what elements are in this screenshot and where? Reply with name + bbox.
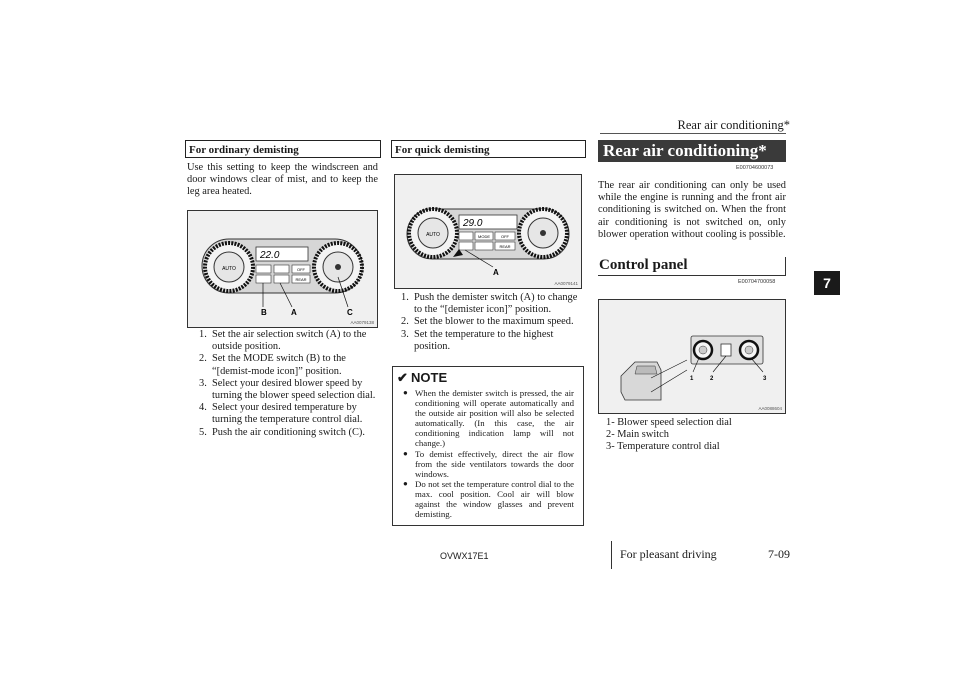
auto-button-label: AUTO: [426, 232, 440, 238]
ordinary-demisting-intro: Use this setting to keep the windscreen and door windows clear of mist, and to keep the leg area heated.: [187, 162, 378, 198]
list-item: 3- Temperature control dial: [606, 441, 720, 453]
running-header-title: Rear air conditioning*: [677, 118, 790, 132]
header-rule: [600, 133, 786, 134]
list-item: 4. Select your desired temperature by turning the temperature control dial.: [199, 402, 363, 426]
list-item: 3. Select your desired blower speed by turning the blower speed selection dial.: [199, 377, 376, 402]
figure-label-1: 1: [690, 376, 694, 382]
rear-button-label: REAR: [499, 244, 511, 249]
display-temperature: 22.0: [260, 250, 280, 261]
rear-button-label: REAR: [295, 277, 307, 282]
bullet-icon: ●: [403, 388, 408, 397]
list-item: 3. Set the temperature to the highest position.: [401, 328, 554, 352]
section-code: E00704600073: [736, 165, 774, 171]
footer-section-title: For pleasant driving: [620, 547, 717, 561]
ordinary-demisting-steps: [196, 329, 382, 439]
list-item: 1. Set the air selection switch (A) to the outside position.: [199, 329, 367, 353]
figure-code: AA0088604: [758, 406, 782, 411]
rear-ac-banner: Rear air conditioning*: [598, 140, 786, 162]
list-item: 2. Set the MODE switch (B) to the “[demist-mode icon]” position.: [199, 353, 346, 377]
ordinary-demisting-figure: [187, 210, 378, 328]
figure-code: AA0079138: [350, 320, 374, 325]
note-item: ● When the demister switch is pressed, the air conditioning will operate automatically and the outside air position will also be selected automatically. (In this case, the air conditioning indication lamp will not change.): [403, 388, 574, 449]
note-item: ● To demist effectively, direct the air flow from the side ventilators towards the door windows.: [403, 448, 574, 479]
footer-divider: [611, 541, 612, 569]
control-panel-legend: [606, 417, 784, 454]
subhead-rule: [598, 275, 786, 276]
note-box: [392, 366, 584, 526]
document-code: OVWX17E1: [440, 551, 489, 561]
note-header: ✔ NOTE: [397, 370, 448, 385]
bullet-icon: ●: [403, 448, 408, 458]
list-item: 5. Push the air conditioning switch (C).: [199, 426, 365, 438]
figure-label-a: A: [493, 268, 499, 277]
note-item: ● Do not set the temperature control dial to the max. cool position. Cool air will blow against the window glasses and prevent demisting.: [403, 478, 574, 520]
quick-demisting-figure: [394, 174, 582, 289]
bullet-icon: ●: [403, 478, 408, 488]
list-item: 1- Blower speed selection dial: [606, 417, 732, 428]
figure-label-2: 2: [710, 376, 714, 382]
ordinary-demisting-heading: For ordinary demisting: [185, 140, 381, 158]
quick-demisting-steps: [398, 292, 584, 353]
auto-button-label: AUTO: [222, 266, 236, 272]
rear-ac-intro: The rear air conditioning can only be used while the engine is running and the front air conditioning is switched on. When the front air conditioning is not switched on, only blower operation without cooling is possible.: [598, 180, 786, 240]
list-item: 2. Set the blower to the maximum speed.: [401, 316, 574, 328]
control-panel-figure: [598, 299, 786, 414]
display-temperature: 29.0: [463, 218, 483, 229]
list-item: 1. Push the demister switch (A) to change to the “[demister icon]” position.: [401, 292, 578, 316]
figure-label-a: A: [291, 308, 297, 317]
subsection-code: E00704700058: [738, 279, 776, 285]
off-button-label: OFF: [297, 267, 305, 272]
mode-button-label: MODE: [478, 234, 490, 239]
list-item: 2- Main switch: [606, 429, 669, 441]
quick-demisting-heading: For quick demisting: [391, 140, 586, 158]
chapter-tab: 7: [814, 271, 840, 295]
figure-code: AA0079141: [554, 281, 578, 286]
page-number: 7-09: [768, 547, 790, 561]
figure-label-b: B: [261, 308, 267, 317]
subhead-vline: [785, 257, 786, 275]
figure-label-3: 3: [763, 376, 767, 382]
figure-label-c: C: [347, 308, 353, 317]
off-button-label: OFF: [501, 234, 509, 239]
checkmark-icon: ✔: [397, 370, 408, 385]
control-panel-heading: Control panel: [599, 257, 688, 273]
